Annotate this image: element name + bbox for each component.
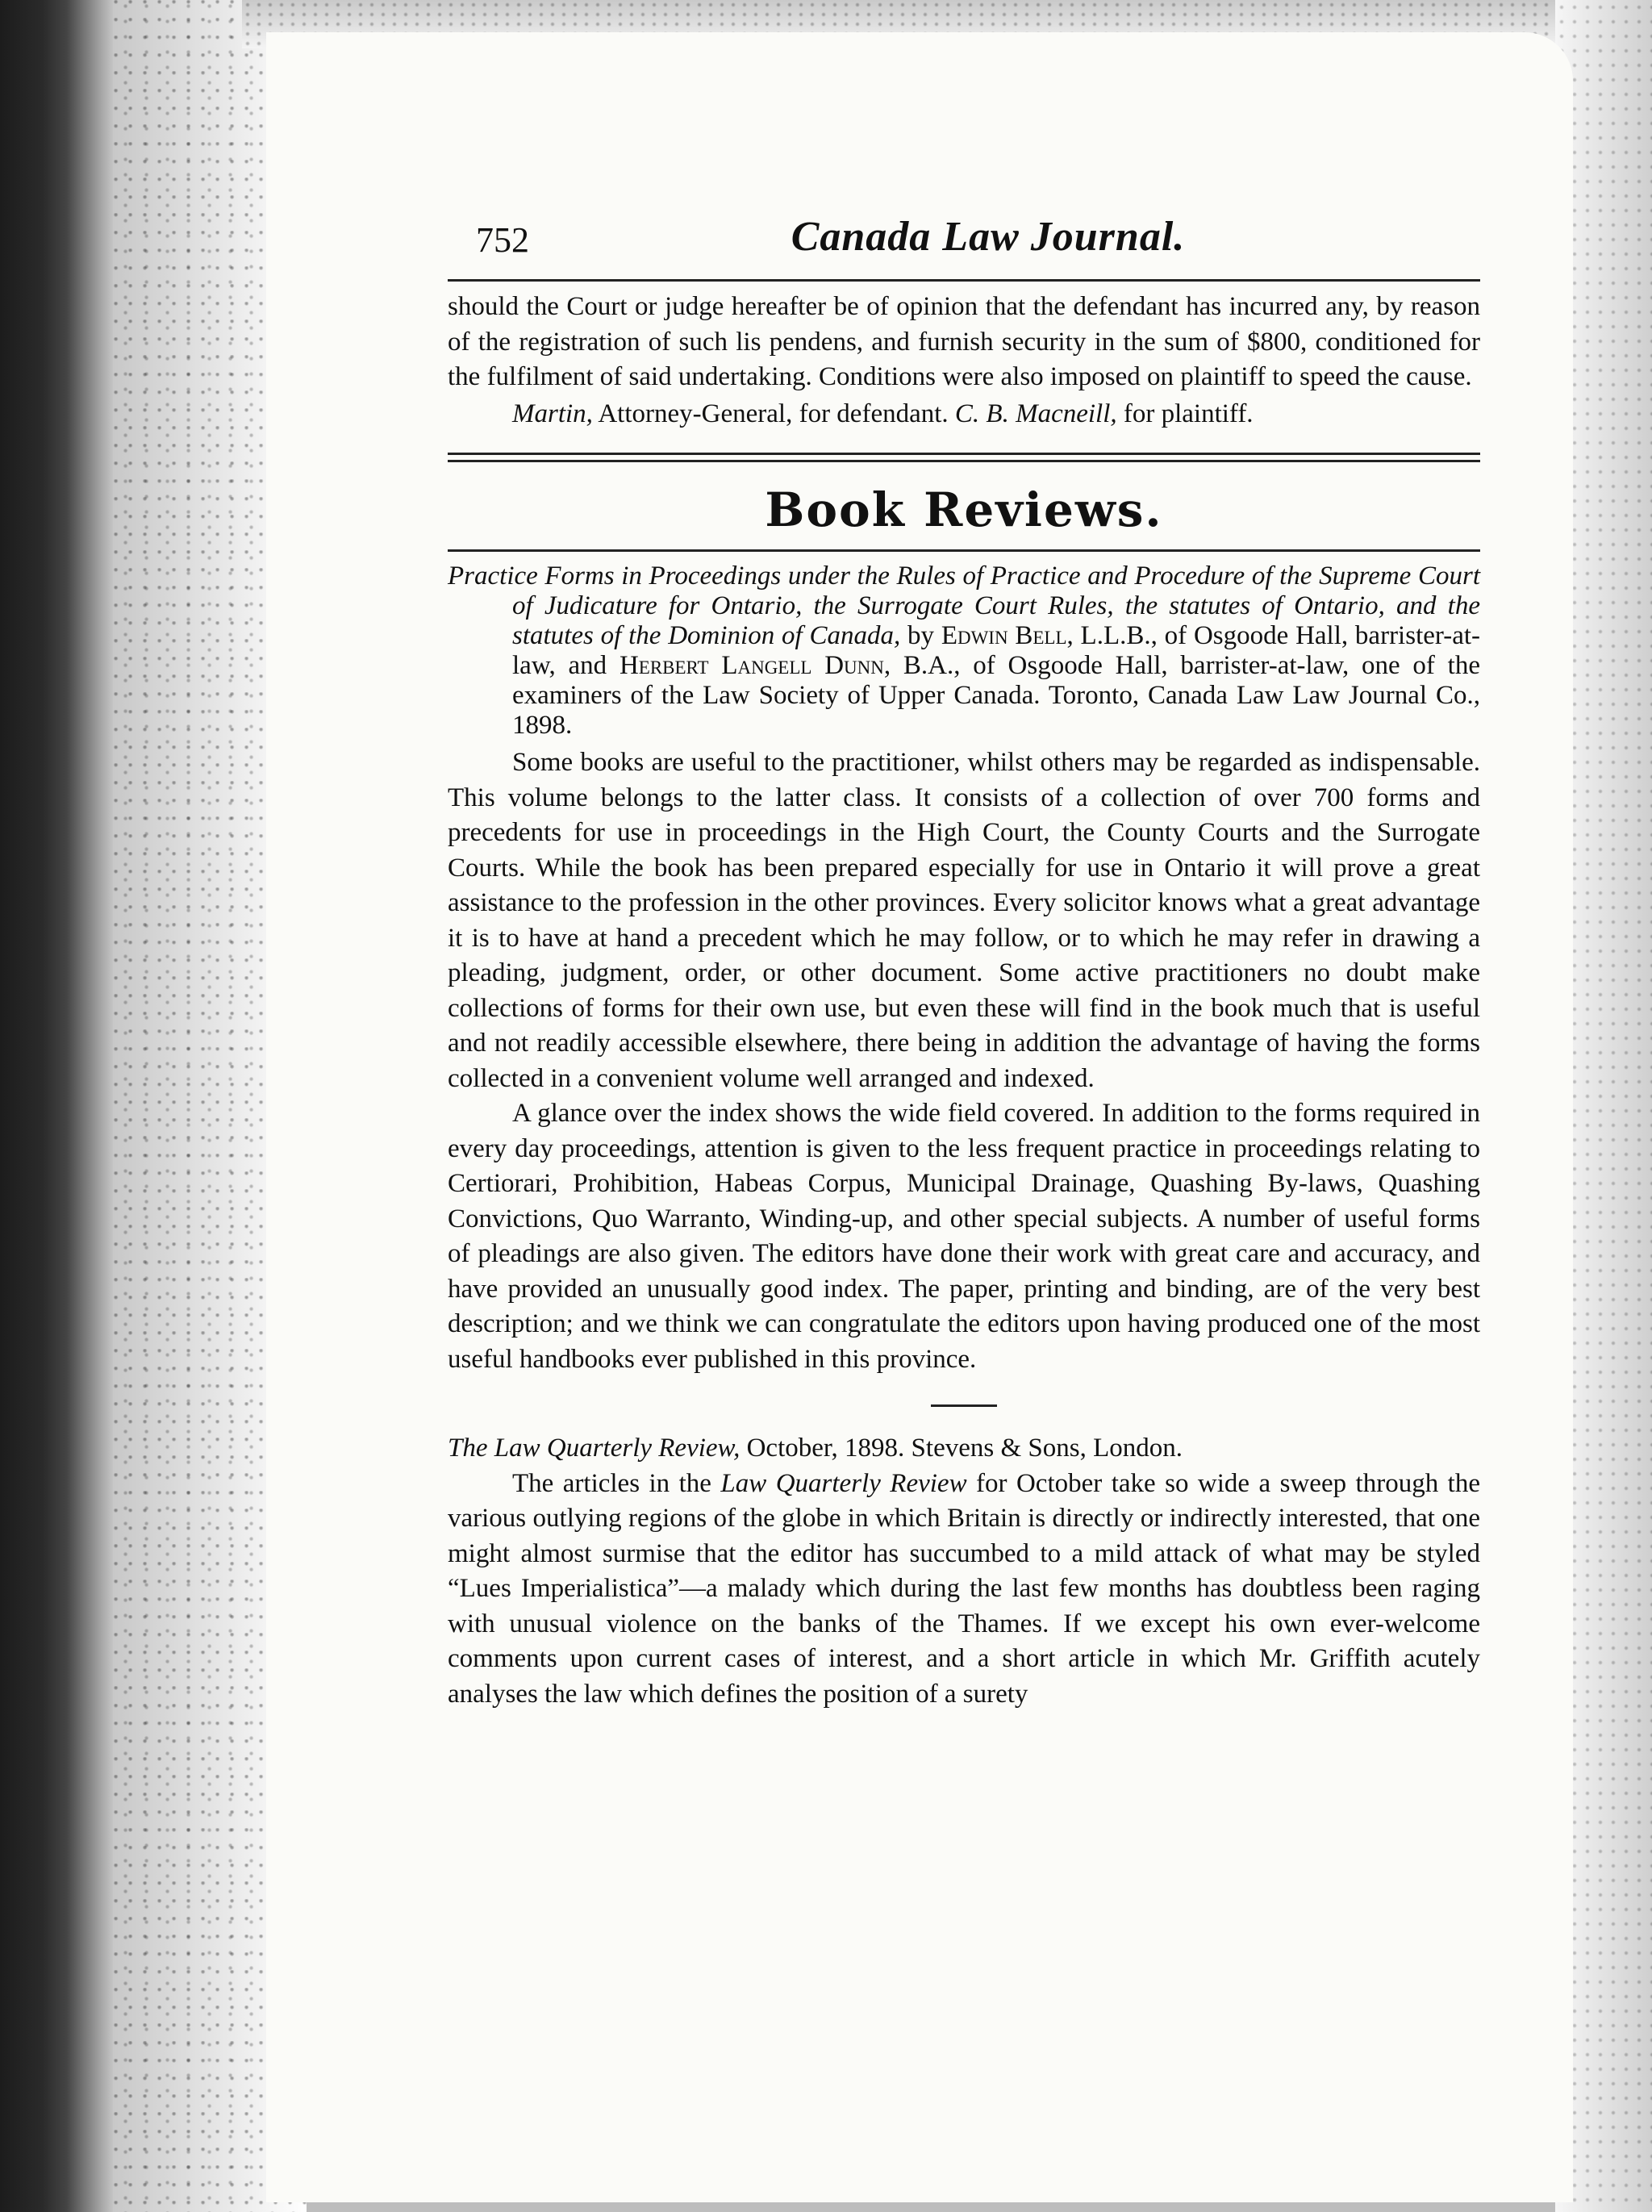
section-heading: Book Reviews. [765, 482, 1163, 537]
review-2-p-rest: for October take so wide a sweep through the various outlying regions of the globe in which Britain is directly or indirectly interested, that one might almost surmise that the editor has succumbed to a mild attack of what may be styled “Lues Imperialistica”—a malady which during the last few months has doubtless been raging with unusual violence on the banks of the Thames. If we except his own ever-welcome comments upon current cases of interest, and a short article in which Mr. Griffith acutely analyses the law which defines the position of a surety [448, 1468, 1480, 1709]
counsel-line [448, 397, 1480, 432]
review-2-title-rest: October, 1898. Stevens & Sons, London. [740, 1434, 1183, 1463]
running-head [448, 214, 1480, 274]
header-rule [448, 279, 1480, 282]
review-1-title: Practice Forms in Proceedings under the Rules of Practice and Procedure of the Supreme Court of Judicature for Ontario, the Surrogate Court Rules, the statutes of Ontario, and the statutes of the Dominion of Canada, [448, 561, 1480, 650]
counsel-1-name: Martin, [512, 399, 593, 428]
review-2-p-start: The articles in the [512, 1468, 721, 1498]
section-divider [448, 453, 1480, 462]
review-1-author-1: Edwin Bell [941, 621, 1067, 650]
counsel-2-role: for plaintiff. [1116, 399, 1254, 428]
review-separator [931, 1404, 997, 1407]
carryover-paragraph: should the Court or judge hereafter be of opinion that the defendant has incurred any, by reason of the registration of such lis pendens, and furnish security in the sum of $800, conditioned for the fulfilment of said undertaking. Conditions were also imposed on plaintiff to speed the cause. [448, 292, 1480, 391]
review-2-p-title: Law Quarterly Review [720, 1468, 967, 1498]
heading-rule [448, 549, 1480, 552]
page-content [448, 214, 1481, 1712]
review-2-citation [448, 1431, 1480, 1467]
review-1-paragraph-1: Some books are useful to the practitioner, whilst others may be regarded as indispensable. This volume belongs to the latter class. It consists of a collection of over 700 forms and precedents for use in proceedings in the High Court, the County Courts and the Surrogate Courts. While the book has been prepared especially for use in Ontario it will prove a great assistance to the profession in the other provinces. Every solicitor knows what a great advantage it is to have at hand a precedent which he may follow, or to which he may refer in drawing a pleading, judgment, order, or other document. Some active practitioners no doubt make collections of forms for their own use, but even these will find in the book much that is useful and not readily accessible elsewhere, there being in addition the advantage of having the forms collected in a convenient volume well arranged and indexed. [448, 748, 1480, 1093]
review-1-author-2: Herbert Langell Dunn [619, 651, 884, 680]
review-2-paragraph [448, 1467, 1480, 1713]
page-number: 752 [476, 220, 529, 260]
review-2-title: The Law Quarterly Review, [448, 1434, 740, 1463]
review-1-by: by [900, 621, 941, 650]
scan-binding-edge [0, 0, 121, 2212]
review-1-author-1-rest: , L.L.B., of Osgoode Hall, barrister-at-law, and [512, 621, 1481, 680]
review-1-author-2-rest: , B.A., of Osgoode Hall, barrister-at-law, one of the examiners of the Law Society of Upper Canada. Toronto, Canada Law Law Journal Co., 1898. [512, 651, 1481, 740]
review-1-citation [448, 561, 1480, 741]
counsel-1-role: Attorney-General, for defendant. [592, 399, 955, 428]
journal-title: Canada Law Journal. [791, 214, 1186, 260]
review-1-paragraph-2: A glance over the index shows the wide field covered. In addition to the forms required in every day proceedings, attention is given to the less frequent practice in proceedings relating to Certiorari, Prohibition, Habeas Corpus, Municipal Drainage, Quashing By-laws, Quashing Convictions, Quo Warranto, Winding-up, and other special subjects. A number of useful forms of pleadings are also given. The editors have done their work with great care and accuracy, and have provided an unusually good index. The paper, printing and binding, are of the very best description; and we think we can congratulate the editors upon having produced one of the most useful handbooks ever published in this province. [448, 1099, 1480, 1374]
counsel-2-name: C. B. Macneill, [954, 399, 1117, 428]
